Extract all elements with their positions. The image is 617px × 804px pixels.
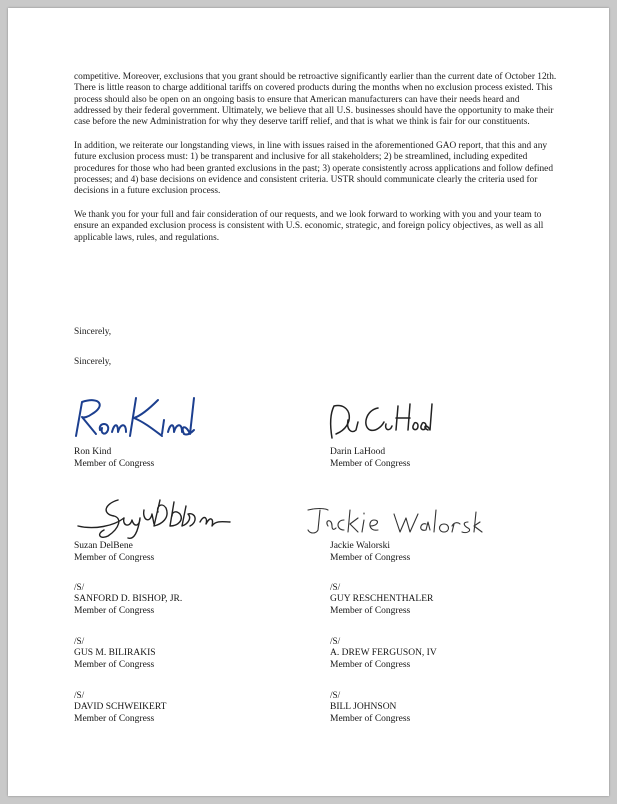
- signer-sanford-bishop: [74, 581, 182, 617]
- signer-ron-kind: [74, 446, 154, 470]
- paragraph-thanks: We thank you for your full and fair consideration of our requests, and we look forward to working with you and your team to ensure an expanded exclusion process is consistent with U.S. economic, strategic, and foreign policy objectives, as well as all applicable laws, rules, and regulations.: [74, 209, 544, 243]
- signer-name: Darin LaHood: [330, 447, 386, 457]
- signer-title: Member of Congress: [330, 553, 411, 563]
- signer-name: GUY RESCHENTHALER: [330, 594, 434, 604]
- signer-jackie-walorski: [330, 540, 410, 564]
- signer-title: Member of Congress: [74, 660, 155, 670]
- signature-jackie-walorski: [306, 504, 484, 540]
- electronic-signature-mark: /S/: [74, 690, 85, 700]
- electronic-signature-mark: /S/: [74, 582, 85, 592]
- closing-first: Sincerely,: [74, 327, 112, 337]
- signer-name: Jackie Walorski: [330, 541, 391, 551]
- signer-david-schweikert: [74, 689, 166, 725]
- paragraph-gao-views: In addition, we reiterate our longstanding views, in line with issues raised in the aforementioned GAO report, that this and any future exclusion process must: 1) be transparent and inclusive for all stakeholders; 2) be streamlined, including expedited procedures for those who had been granted exclusions in the past; 3) operate consistently across applications and follow defined processes; and 4) base decisions on evidence and consistent criteria. USTR should communicate clearly the criteria used for decisions in a future exclusion process.: [74, 140, 553, 197]
- electronic-signature-mark: /S/: [330, 636, 341, 646]
- signer-title: Member of Congress: [74, 606, 155, 616]
- signer-name: BILL JOHNSON: [330, 702, 397, 712]
- electronic-signature-mark: /S/: [330, 690, 341, 700]
- signer-bill-johnson: [330, 689, 410, 725]
- signer-name: A. DREW FERGUSON, IV: [330, 648, 437, 658]
- signer-title: Member of Congress: [74, 553, 155, 563]
- signer-name: Suzan DelBene: [74, 541, 133, 551]
- signer-title: Member of Congress: [74, 714, 155, 724]
- signer-title: Member of Congress: [330, 660, 411, 670]
- signer-title: Member of Congress: [330, 459, 411, 469]
- signature-darin-lahood: [322, 400, 432, 442]
- closing-second: Sincerely,: [74, 357, 112, 367]
- signer-guy-reschenthaler: [330, 581, 433, 617]
- paragraph-exclusions: competitive. Moreover, exclusions that you grant should be retroactive significantly earlier than the current date of October 12th. There is little reason to charge additional tariffs on covered products during the months when no exclusion process existed. This process should also be open on an ongoing basis to ensure that American manufacturers can have their needs heard and addressed by their federal government. Ultimately, we believe that all U.S. businesses should have the opportunity to make their case before the new Administration for why they deserve tariff relief, and that is what we think is fair for our constituents.: [74, 72, 557, 128]
- signer-name: GUS M. BILIRAKIS: [74, 648, 156, 658]
- letter-body: [74, 72, 558, 256]
- signer-title: Member of Congress: [330, 714, 411, 724]
- signature-suzan-delbene: [74, 496, 234, 542]
- signer-darin-lahood: [330, 446, 410, 470]
- electronic-signature-mark: /S/: [74, 636, 85, 646]
- signature-ron-kind: [70, 394, 200, 444]
- signer-name: Ron Kind: [74, 447, 112, 457]
- electronic-signature-mark: /S/: [330, 582, 341, 592]
- signer-title: Member of Congress: [74, 459, 155, 469]
- signer-name: SANFORD D. BISHOP, JR.: [74, 594, 183, 604]
- letter-page: [8, 8, 609, 796]
- signer-title: Member of Congress: [330, 606, 411, 616]
- signer-suzan-delbene: [74, 540, 154, 564]
- signer-drew-ferguson: [330, 635, 437, 671]
- signer-name: DAVID SCHWEIKERT: [74, 702, 167, 712]
- signer-gus-bilirakis: [74, 635, 156, 671]
